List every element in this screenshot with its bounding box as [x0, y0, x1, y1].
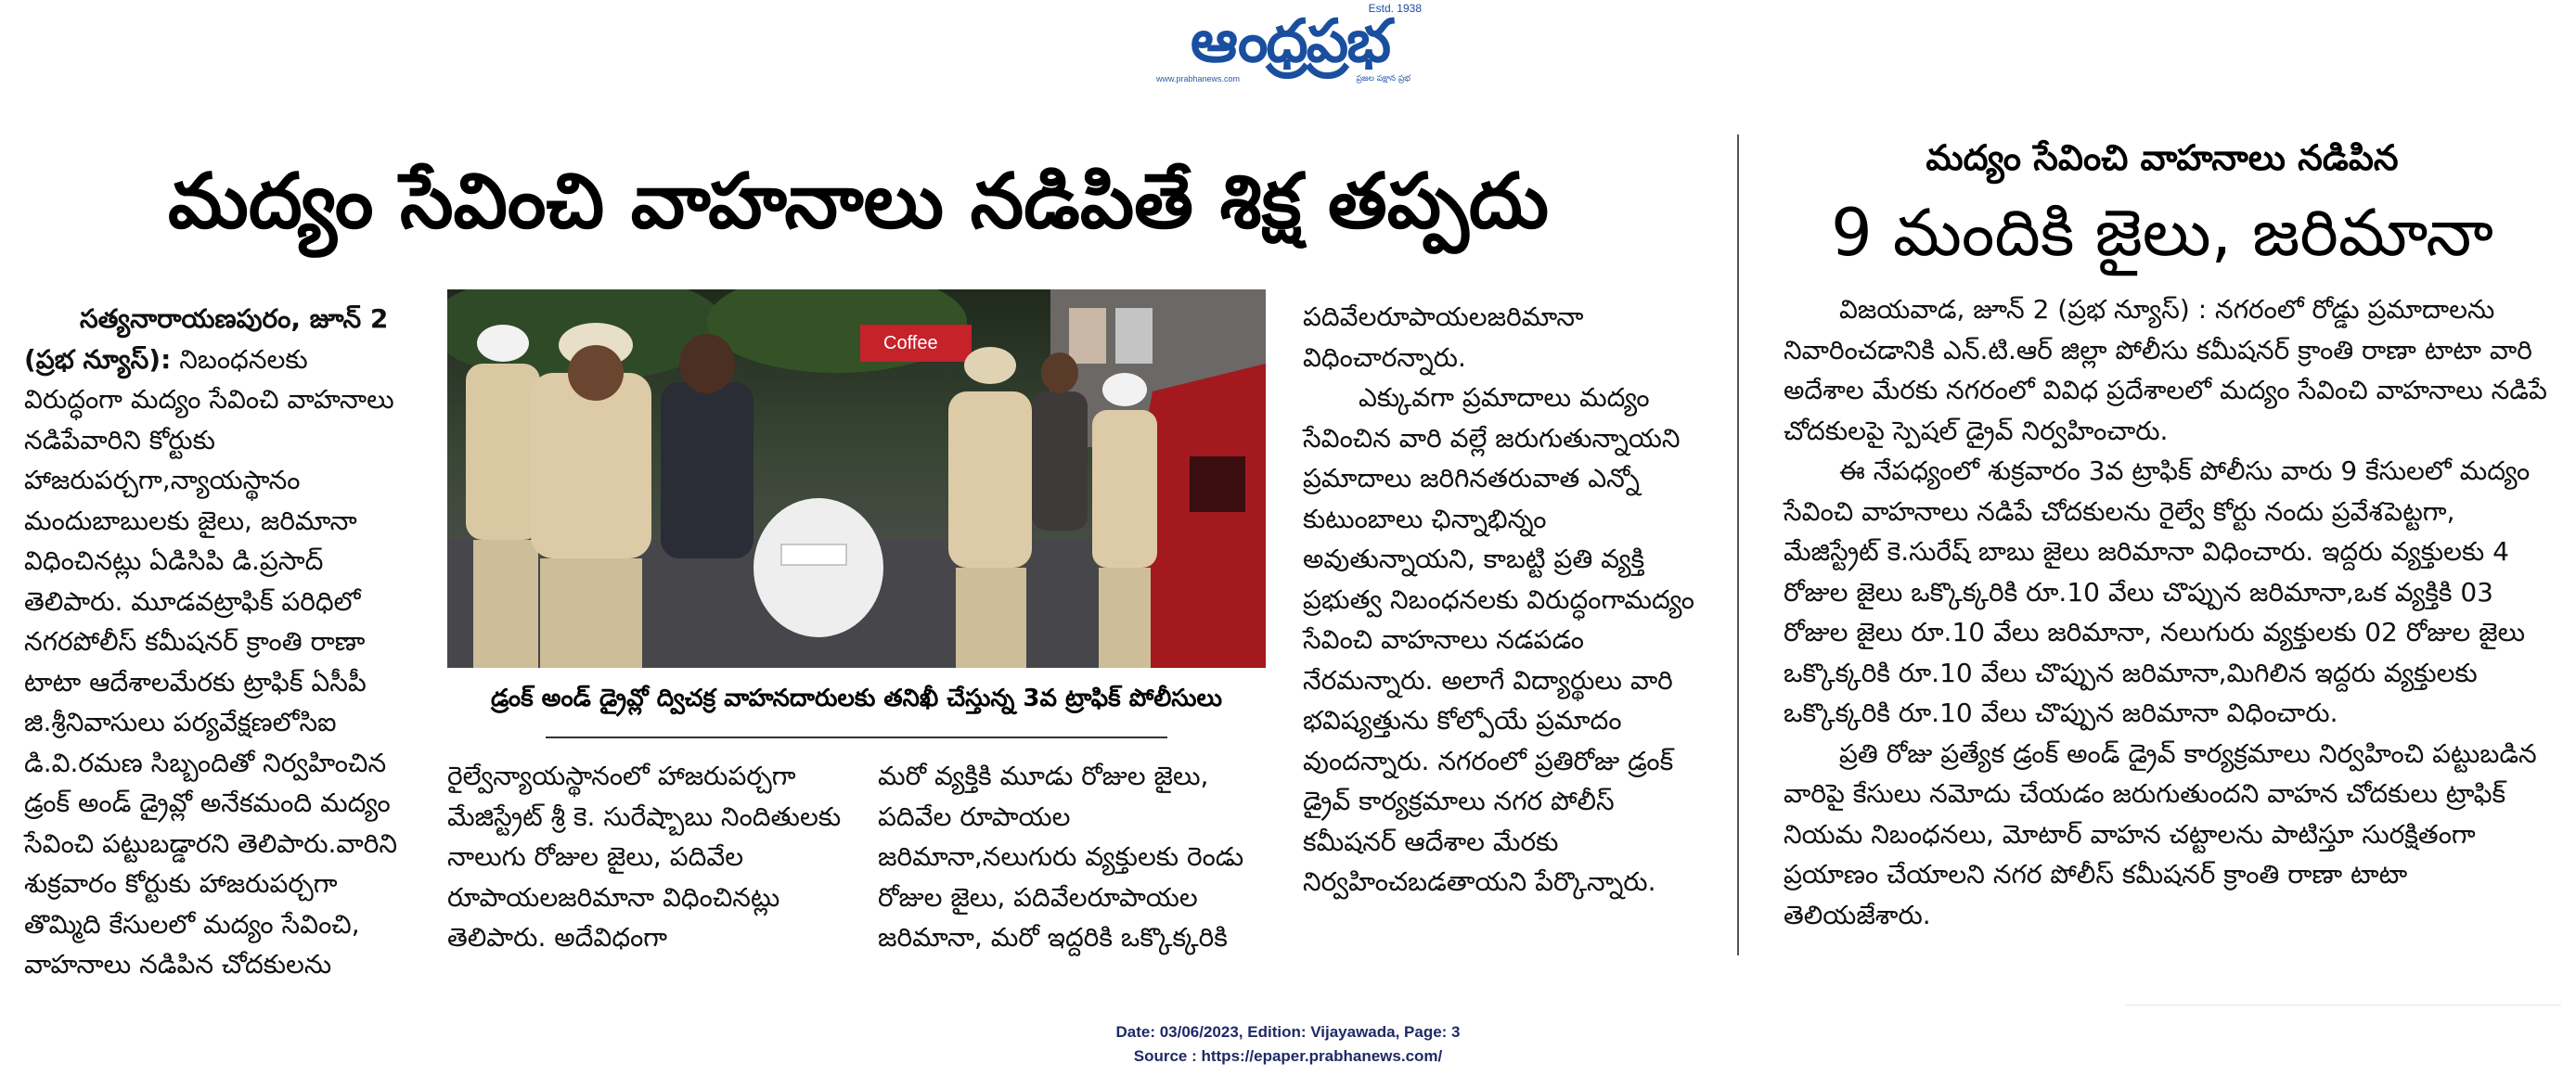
photo-caption: డ్రంక్ అండ్ డ్రైవ్లో ద్విచక్ర వాహనదారులకు తనిఖీ చేస్తున్న 3వ ట్రాఫిక్ పోలీసులు	[491, 685, 1222, 712]
right-paragraph-2: ఈ నేపధ్యంలో శుక్రవారం 3వ ట్రాఫిక్ పోలీసు వారు 9 కేసులలో మద్యం సేవించి వాహనాలు నడిపే చోదకులను రైల్వే కోర్టు నందు ప్రవేశపెట్టగా, మేజిస్ట్రేట్ కె.సురేష్ బాబు జైలు జరిమానా విధించారు. ఇద్దరు వ్యక్తులకు 4 రోజుల జైలు ఒక్కొక్కరికి రూ.10 వేలు చొప్పున జరిమానా,ఒక వ్యక్తికి 03 రోజుల జైలు రూ.10 వేలు జరిమానా, నలుగురు వ్యక్తులకు 02 రోజుల జైలు ఒక్కొక్కరికి రూ.10 వేలు చొప్పున జరిమానా,మిగిలిన ఇద్దరు వ్యక్తులకు ఒక్కొక్కరికి రూ.10 వేలు చొప్పున జరిమానా విధించారు.	[1784, 455, 2531, 728]
edition-info: Date: 03/06/2023, Edition: Vijayawada, Page: 3	[1115, 1023, 1461, 1041]
column-divider	[1737, 134, 1739, 955]
right-dateline: విజయవాడ, జూన్ 2 (ప్రభ న్యూస్) :	[1839, 294, 2208, 325]
news-source-credit: (ప్రభ న్యూస్):	[24, 343, 172, 375]
officer-far-right	[1092, 373, 1157, 668]
source-link[interactable]: Source : https://epaper.prabhanews.com/	[1133, 1047, 1443, 1065]
main-headline: మద్యం సేవించి వాహనాలు నడిపితే శిక్ష తప్పదు	[168, 158, 1549, 246]
column-2-text: రైల్వేన్యాయస్థానంలో హాజరుపర్చగా మేజిస్ట్రేట్ శ్రీ కె. సురేష్బాబు నిందితులకు నాలుగు రోజుల జైలు, పదివేల రూపాయలజరిమానా విధించినట్లు తెలిపారు. అదేవిధంగా	[447, 761, 842, 953]
masthead	[1151, 2, 1429, 89]
established-label: Estd. 1938	[1368, 2, 1422, 15]
dateline: సత్యనారాయణపురం, జూన్ 2	[80, 303, 389, 334]
coffee-sign-text: Coffee	[883, 333, 938, 353]
officer-center	[531, 323, 651, 668]
masthead-url: www.prabhanews.com	[1156, 74, 1241, 83]
right-article-kicker: మద్యం సేవించి వాహనాలు నడిపిన	[1926, 137, 2399, 178]
officer-right	[948, 347, 1032, 668]
column-4-paragraph-1: పదివేలరూపాయలజరిమానా విధించారన్నారు.	[1303, 301, 1584, 373]
right-article-headline: 9 మందికి జైలు, జరిమానా	[1831, 195, 2493, 271]
column-3-text: మరో వ్యక్తికి మూడు రోజుల జైలు, పదివేల రూపాయల జరిమానా,నలుగురు వ్యక్తులకు రెండు రోజుల జైలు, పదివేలరూపాయల జరిమానా, మరో ఇద్దరికి ఒక్కొక్కరికి	[878, 761, 1244, 953]
masthead-tagline: ప్రజల పక్షాన ప్రభ	[1356, 74, 1410, 83]
article-left-column-3	[878, 756, 1268, 958]
lead-paragraph: నిబంధనలకు విరుద్ధంగా మద్యం సేవించి వాహనాలు నడిపేవారిని కోర్టుకు హాజరుపర్చగా,న్యాయస్థానం మందుబాబులకు జైలు, జరిమానా విధించినట్లు ఏడిసిపి డి.ప్రసాద్ తెలిపారు. మూడవట్రాఫిక్ పరిధిలో నగరపోలీస్ కమీషనర్ క్రాంతి రాణా టాటా ఆదేశాలమేరకు ట్రాఫిక్ ఏసీపీ జి.శ్రీనివాసులు పర్యవేక్షణలోసిఐ డి.వి.రమణ సిబ్బందితో నిర్వహించిన డ్రంక్ అండ్ డ్రైవ్లో అనేకమంది మద్యం సేవించి పట్టుబడ్డారని తెలిపారు.వారిని శుక్రవారం కోర్టుకు హాజరుపర్చగా తొమ్మిది కేసులలో మద్యం సేవించి, వాహనాలు నడిపిన చోదకులను	[24, 343, 398, 980]
caption-underline	[546, 737, 1167, 738]
news-photo	[447, 289, 1266, 668]
column-4-paragraph-2: ఎక్కువగా ప్రమాదాలు మద్యం సేవించిన వారి వల్లే జరుగుతున్నాయని ప్రమాదాలు జరిగినతరువాత ఎన్నో కుటుంబాలు ఛిన్నాభిన్నం అవుతున్నాయని, కాబట్టి ప్రతి వ్యక్తి ప్రభుత్వ నిబంధనలకు విరుద్ధంగామద్యం సేవించి వాహనాలు నడపడం నేరమన్నారు. అలాగే విద్యార్థులు వారి భవిష్యత్తును కోల్పోయే ప్రమాదం వుందన్నారు. నగరంలో ప్రతిరోజు డ్రంక్ డ్రైవ్ కార్యక్రమాలు నగర పోలీస్ కమీషనర్ ఆదేశాల మేరకు నిర్వహించబడతాయని పేర్కొన్నారు.	[1303, 382, 1694, 897]
article-left-column-4	[1303, 297, 1707, 903]
officer-left	[466, 325, 540, 668]
right-paragraph-1: నగరంలో రోడ్డు ప్రమాదాలను నివారించడానికి ఎన్.టి.ఆర్ జిల్లా పోలీసు కమీషనర్ క్రాంతి రాణా టాటా వారి అదేశాల మేరకు నగరంలో వివిధ ప్రదేశాలలో మద్యం సేవించి వాహనాలు నడిపే చోదకులపై స్పెషల్ డ్రైవ్ నిర్వహించారు.	[1784, 294, 2547, 446]
article-left-column-2	[447, 756, 852, 958]
right-paragraph-3: ప్రతి రోజు ప్రత్యేక డ్రంక్ అండ్ డ్రైవ్ కార్యక్రమాలు నిర్వహించి పట్టుబడిన వారిపై కేసులు నమోదు చేయడం జరుగుతుందని వాహన చోదకులు ట్రాఫిక్ నియమ నిబంధనలు, మోటార్ వాహన చట్టాలను పాటిస్తూ సురక్షితంగా ప్రయాణం చేయాలని నగర పోలీస్ కమీషనర్ క్రాంతి రాణా టాటా తెలియజేశారు.	[1784, 737, 2537, 930]
article-left-column-1	[24, 299, 408, 985]
newspaper-logo: ఆంధ్రప్రభ	[1190, 7, 1390, 76]
police-checking-photo	[447, 289, 1266, 668]
page-footer	[917, 1020, 1659, 1069]
footer-rule	[2125, 1005, 2561, 1006]
right-article-body	[1784, 289, 2554, 935]
